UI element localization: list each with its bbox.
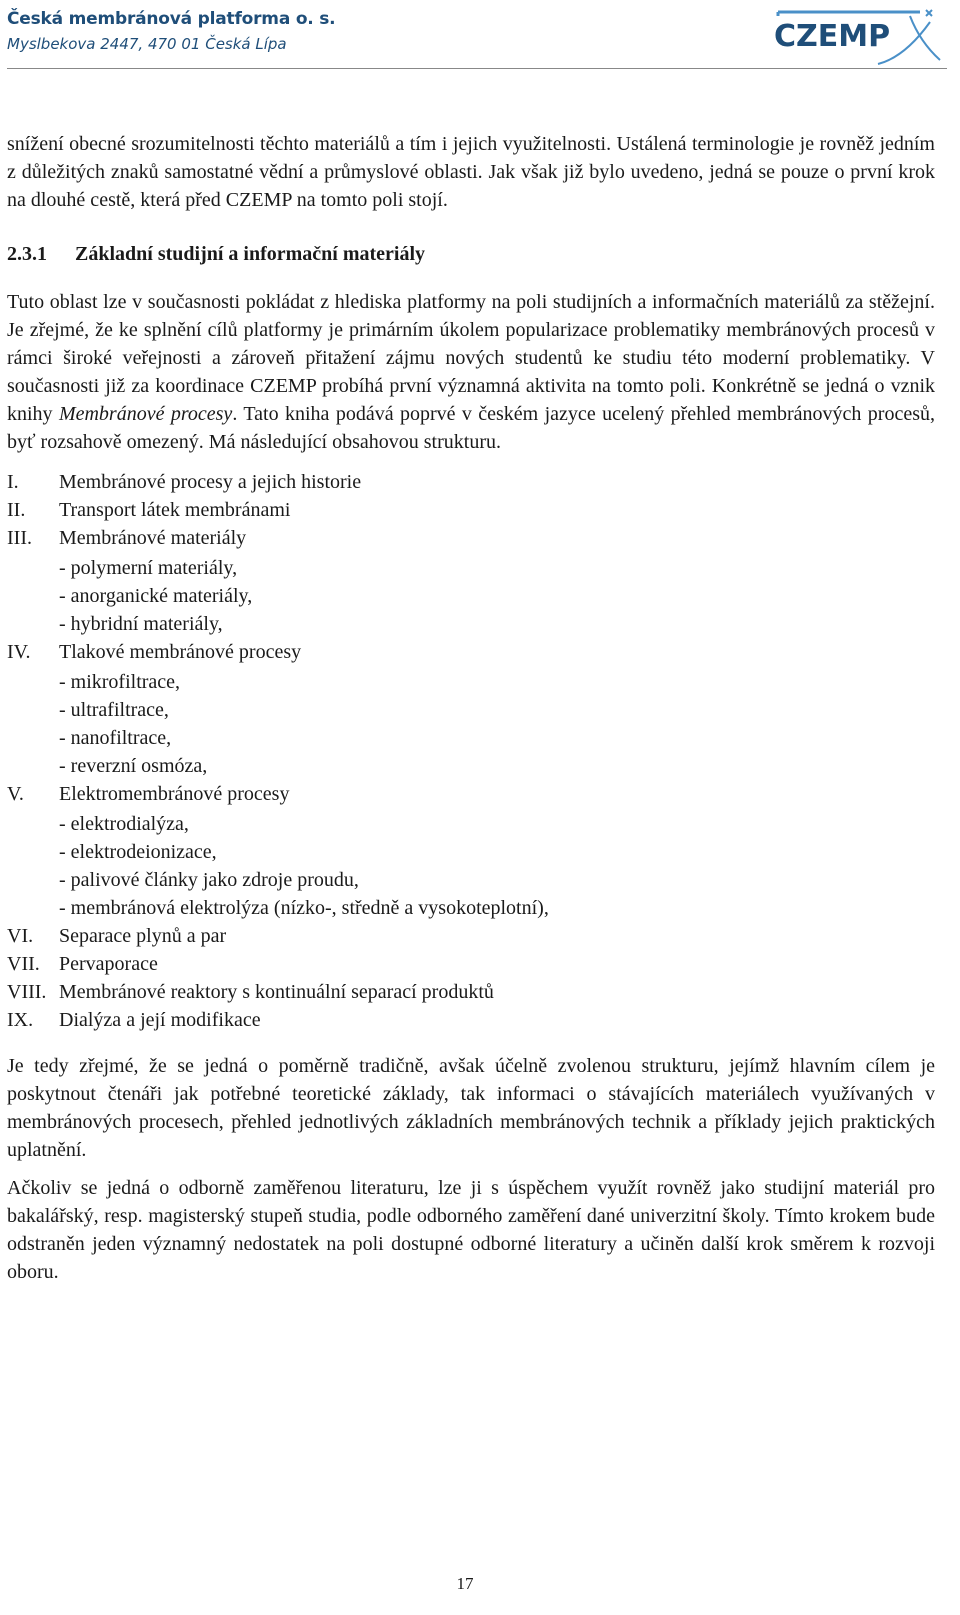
outline-chapter xyxy=(7,638,935,780)
organization-address: Myslbekova 2447, 470 01 Česká Lípa xyxy=(7,35,287,53)
paragraph-usage: Ačkoliv se jedná o odborně zaměřenou literaturu, lze ji s úspěchem využít rovněž jako studijní materiál pro bakalářský, resp. magisterský stupeň studia, podle odborného zaměření dané univerzitní školy. Tímto krokem bude odstraněn jeden významný nedostatek na poli dostupné odborné literatury a učiněn další krok směrem k rozvoji oboru. xyxy=(7,1177,935,1283)
intro-paragraph: snížení obecné srozumitelnosti těchto materiálů a tím i jejich využitelnosti. Ustálená terminologie je rovněž jedním z důležitých znaků samostatné vědní a průmyslové oblasti. Jak však již bylo uvedeno, jedná se pouze o první krok na dlouhé cestě, která před CZEMP na tomto poli stojí. xyxy=(7,133,935,211)
outline-chapter xyxy=(7,524,935,638)
chapter-row xyxy=(7,638,935,666)
subtopic-item: - reverzní osmóza, xyxy=(59,755,208,777)
chapter-row xyxy=(7,468,935,496)
section-heading xyxy=(7,240,935,268)
chapter-row xyxy=(7,780,935,808)
chapter-row xyxy=(7,1006,935,1034)
chapter-number: VI. xyxy=(7,925,34,947)
subtopic-item: - nanofiltrace, xyxy=(59,727,172,749)
subtopic-item: - ultrafiltrace, xyxy=(59,699,169,721)
chapter-subtopics xyxy=(59,810,935,922)
chapter-number: I. xyxy=(7,471,19,493)
paragraph-structure-summary: Je tedy zřejmé, že se jedná o poměrně tradičně, avšak účelně zvolenou strukturu, jejímž hlavním cílem je poskytnout čtenáři jak potřebné teoretické základy, tak informaci o stávajících materiálech využívaných v membránových procesech, přehled jednotlivých základních membránových technik a příklady jejich praktických uplatnění. xyxy=(7,1055,935,1161)
chapter-number: IX. xyxy=(7,1009,34,1031)
chapter-title: Tlakové membránové procesy xyxy=(59,641,302,663)
chapter-title: Membránové materiály xyxy=(59,527,247,549)
subtopic-item: - palivové články jako zdroje proudu, xyxy=(59,869,359,891)
logo-text: CZEMP xyxy=(774,19,891,54)
page-number: 17 xyxy=(456,1574,474,1593)
chapter-title: Separace plynů a par xyxy=(59,925,227,947)
chapter-subtopics xyxy=(59,554,935,638)
header-divider xyxy=(7,68,947,69)
chapter-title: Dialýza a její modifikace xyxy=(59,1009,261,1031)
chapter-title: Membránové reaktory s kontinuální separací produktů xyxy=(59,981,494,1003)
chapter-number: VII. xyxy=(7,953,40,975)
section-number: 2.3.1 xyxy=(7,243,47,265)
chapter-number: II. xyxy=(7,499,26,521)
page-header xyxy=(0,0,960,70)
chapter-row xyxy=(7,922,935,950)
outline-chapter xyxy=(7,922,935,950)
chapter-title: Membránové procesy a jejich historie xyxy=(59,471,362,493)
chapter-number: V. xyxy=(7,783,24,805)
outline-chapter xyxy=(7,950,935,978)
organization-name: Česká membránová platforma o. s. xyxy=(7,9,336,29)
page-body xyxy=(7,130,935,1286)
chapter-row xyxy=(7,524,935,552)
chapter-number: IV. xyxy=(7,641,31,663)
subtopic-item: - hybridní materiály, xyxy=(59,613,223,635)
outline-chapter xyxy=(7,780,935,922)
outline-chapter xyxy=(7,978,935,1006)
outline-chapter xyxy=(7,496,935,524)
paragraph-text-start: Tuto oblast lze v současnosti pokládat z hlediska platformy na poli studijních a informačních materiálů za stěžejní. Je zřejmé, že ke splnění cílů platformy je primárním úkolem popularizace problematiky membránových procesů v rámci široké veřejnosti a zároveň přitažení zájmu nových studentů ke studiu této moderní problematiky. V současnosti již za koordinace CZEMP probíhá první významná aktivita na tomto poli. Konkrétně se jedná o vznik knihy xyxy=(7,291,935,425)
chapter-title: Transport látek membránami xyxy=(59,499,291,521)
outline-chapter xyxy=(7,1006,935,1034)
outline-chapter xyxy=(7,468,935,496)
subtopic-item: - polymerní materiály, xyxy=(59,557,238,579)
book-outline xyxy=(7,468,935,1034)
chapter-number: III. xyxy=(7,527,32,549)
czemp-logo xyxy=(770,2,950,68)
section-title: Základní studijní a informační materiály xyxy=(75,243,426,265)
chapter-title: Elektromembránové procesy xyxy=(59,783,290,805)
subtopic-item: - anorganické materiály, xyxy=(59,585,253,607)
chapter-row xyxy=(7,978,935,1006)
chapter-row xyxy=(7,496,935,524)
paragraph-book-intro xyxy=(7,288,935,456)
chapter-title: Pervaporace xyxy=(59,953,158,975)
book-title: Membránové procesy xyxy=(58,403,233,425)
chapter-number: VIII. xyxy=(7,981,47,1003)
paragraph-text-end: . Tato kniha podává poprvé v českém jazyce ucelený přehled membránových procesů, byť rozsahově omezený. Má následující obsahovou strukturu. xyxy=(7,403,935,453)
chapter-subtopics xyxy=(59,668,935,780)
subtopic-item: - membránová elektrolýza (nízko-, středně a vysokoteplotní), xyxy=(59,897,549,919)
subtopic-item: - elektrodialýza, xyxy=(59,813,189,835)
subtopic-item: - elektrodeionizace, xyxy=(59,841,217,863)
chapter-row xyxy=(7,950,935,978)
subtopic-item: - mikrofiltrace, xyxy=(59,671,181,693)
